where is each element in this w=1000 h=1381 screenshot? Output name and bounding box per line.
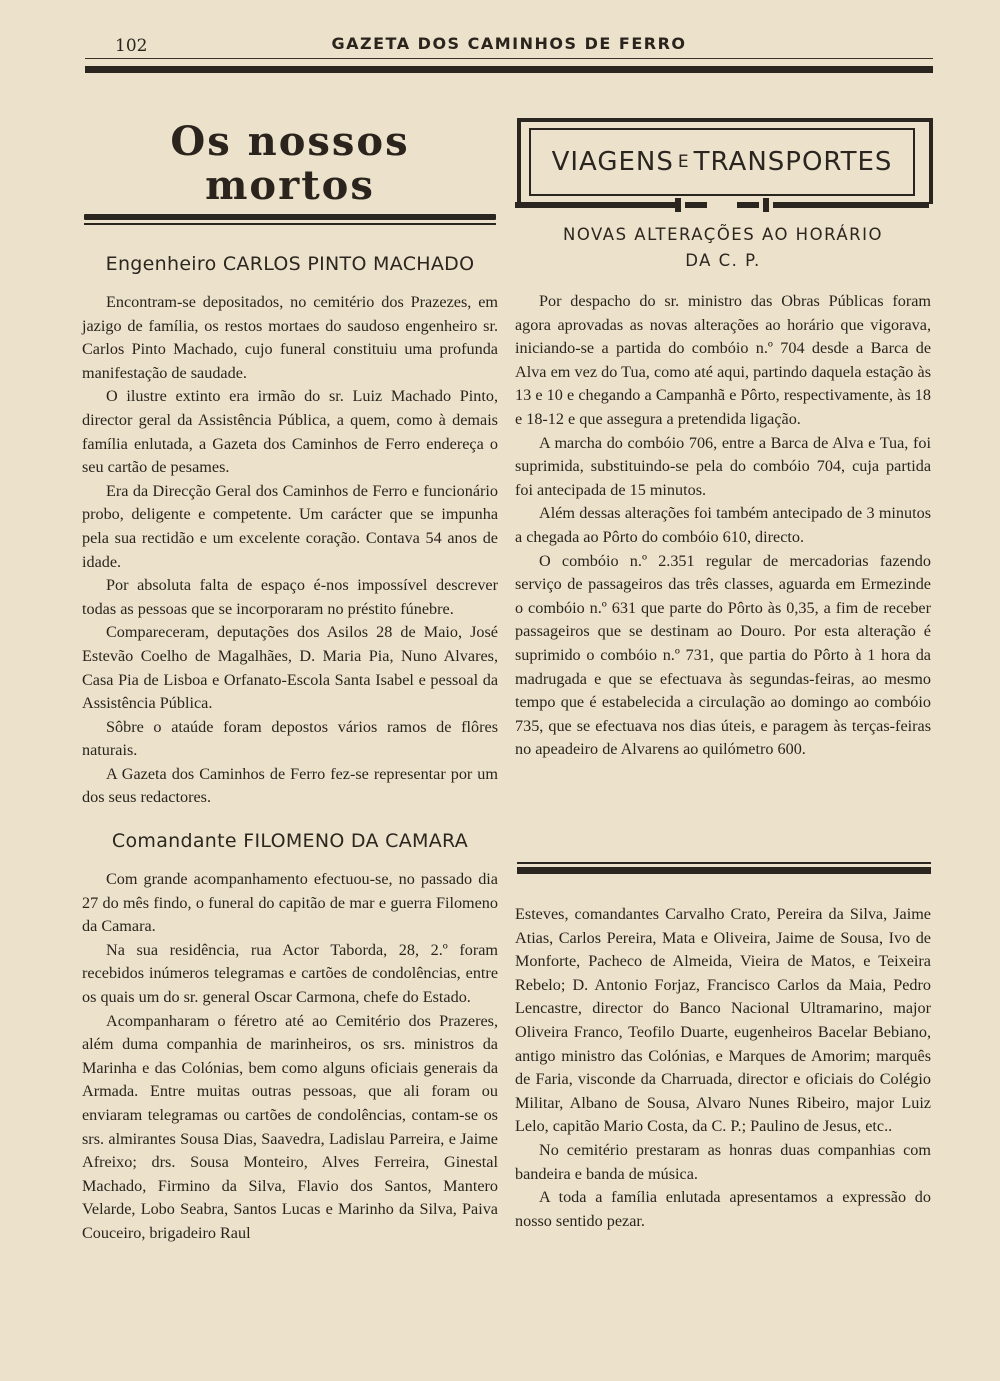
article-heading-line: DA C. P. [685, 251, 761, 270]
obit1-paragraph: Sôbre o ataúde foram depostos vários ramos de flôres naturais. [82, 717, 498, 760]
article-paragraph: Por despacho do sr. ministro das Obras Públicas foram agora aprovadas as novas alterações ao horário que vigorava, iniciando-se a partida do combóio n.º 704 desde a Barca de Alva em vez do Tua, como até aqui, partindo daquela estação às 13 e 10 e chegando a Campanhã e Pôrto, respectivamente, às 18 e 18-12 e que assegura a pretendida ligação. [515, 292, 931, 428]
page-number: 102 [115, 36, 148, 56]
obit1-paragraph: O ilustre extinto era irmão do sr. Luiz Machado Pinto, director geral da Assistência Pública, a quem, como à demais família enlutada, a Gazeta dos Caminhos de Ferro endereça o seu cartão de pesames. [82, 387, 498, 477]
obit1-paragraph: Por absoluta falta de espaço é-nos impossível descrever todas as pessoas que se incorporaram no préstito fúnebre. [82, 576, 498, 618]
continuation-paragraph: Esteves, comandantes Carvalho Crato, Pereira da Silva, Jaime Atias, Carlos Pereira, Mata e Oliveira, Jaime de Sousa, Ivo de Monforte, Pacheco de Almeida, Vieira de Matos, e Teixeira Rebelo; D. Antonio Forjaz, Francisco Carlos da Maia, Pedro Lencastre, director do Banco Nacional Ultramarino, major Oliveira Franco, Teofilo Duarte, eugenheiros Bacelar Bebiano, antigo ministro das Colónias, e Marques de Amorim; marquês de Faria, visconde da Charruada, director e oficiais do Colégio Militar, Albano de Sousa, Alvaro Nunes Ribeiro, major Luiz Lelo, capitão Mario Costa, da C. P.; Paulino de Jesus, etc.. [515, 905, 931, 1136]
obit1-paragraph: A Gazeta dos Caminhos de Ferro fez-se representar por um dos seus redactores. [82, 764, 498, 807]
banner-word-1: VIAGENS [551, 147, 674, 177]
banner-word-2: E [677, 152, 690, 172]
article-paragraph: Além dessas alterações foi também antecipado de 3 minutos a chegada ao Pôrto do combóio 610, directo. [515, 504, 931, 546]
section-title: Os nossos mortos [170, 118, 410, 209]
article-paragraph: O combóio n.º 2.351 regular de mercadorias fazendo serviço de passageiros das três classes, aguarda em Ermezinde o combóio n.º 631 que parte do Pôrto às 0,35, a fim de receber passageiros que se destinam ao Douro. Por esta alteração é suprimido o combóio n.º 731, que partia do Pôrto à 1 hora da madrugada e que se efectuava às segundas-feiras, ao mesmo tempo que é estabelecida a circulação ao domingo ao combóio 735, que se efectuava nos dias úteis, e paragem às terças-feiras no apeadeiro de Alvarens ao quilómetro 600. [515, 551, 931, 759]
journal-title: GAZETA DOS CAMINHOS DE FERRO [331, 34, 687, 53]
continuation-paragraph: A toda a família enlutada apresentamos a expressão do nosso sentido pezar. [515, 1188, 931, 1230]
section-banner [515, 118, 929, 204]
banner-word-3: TRANSPORTES [693, 147, 893, 177]
obit2-paragraph: Com grande acompanhamento efectuou-se, no passado dia 27 do mês findo, o funeral do capitão de mar e guerra Filomeno da Camara. [82, 870, 498, 936]
obituary-continuation [515, 903, 931, 1233]
obit1-paragraph: Encontram-se depositados, no cemitério dos Prazezes, em jazigo de família, os restos mortaes do saudoso engenheiro sr. Carlos Pinto Machado, cujo funeral constituiu uma profunda manifestação de saudade. [82, 293, 498, 382]
article-heading [515, 222, 931, 274]
header-rule-thick [85, 66, 933, 73]
column-separator-rule [517, 862, 931, 874]
banner-inner-frame [529, 128, 915, 196]
obit2-paragraph: Acompanharam o féretro até ao Cemitério dos Prazeres, além duma companhia de marinheiros, os srs. ministros da Marinha e das Colónias, bem como alguns oficiais generais da Armada. Entre muitas outras pessoas, que ali foram ou enviaram telegramas ou cartões de condolências, contam-se os srs. almirantes Sousa Dias, Saavedra, Ladislau Parreira, e Jaime Afreixo; drs. Sousa Monteiro, Alves Ferreira, Ginestal Machado, Firmino da Silva, Flavio dos Santos, Mantero Velarde, Lobo Seabra, Santos Lucas e Marinho da Silva, Paiva Couceiro, brigadeiro Raul [82, 1011, 498, 1242]
continuation-paragraph: No cemitério prestaram as honras duas companhias com bandeira e banda de música. [515, 1140, 931, 1183]
obituaries-column [82, 118, 498, 1246]
obit1-paragraph: Compareceram, deputações dos Asilos 28 de Maio, José Estevão Coelho de Magalhães, D. Maria Pia, Nuno Alvares, Casa Pia de Lisboa e Orfanato-Escola Santa Isabel e pessoal da Assistência Pública. [82, 623, 498, 713]
header-rule-thin [85, 58, 933, 59]
article-paragraph: A marcha do combóio 706, entre a Barca de Alva e Tua, foi suprimida, substituindo-se pela do combóio 704, cuja partida foi antecipada de 15 minutos. [515, 433, 931, 499]
obit2-paragraph: Na sua residência, rua Actor Taborda, 28, 2.º foram recebidos inúmeros telegramas e cartões de condolências, entre os quais um do sr. general Oscar Carmona, chefe do Estado. [82, 940, 498, 1007]
banner-footer-ornament [515, 198, 929, 210]
running-header [85, 34, 933, 56]
obit1-paragraph: Era da Direcção Geral dos Caminhos de Ferro e funcionário probo, deligente e competente. Um carácter que se impunha pela sua rectidão e um excelente coração. Contava 54 anos de idade. [82, 481, 498, 571]
transport-column [515, 118, 931, 762]
obituary-heading-2: Comandante FILOMENO DA CAMARA [111, 830, 469, 853]
title-rule [84, 214, 496, 220]
title-rule-thin [84, 223, 496, 225]
obituary-heading-1: Engenheiro CARLOS PINTO MACHADO [105, 253, 475, 275]
article-heading-line: NOVAS ALTERAÇÕES AO HORÁRIO [563, 225, 883, 244]
